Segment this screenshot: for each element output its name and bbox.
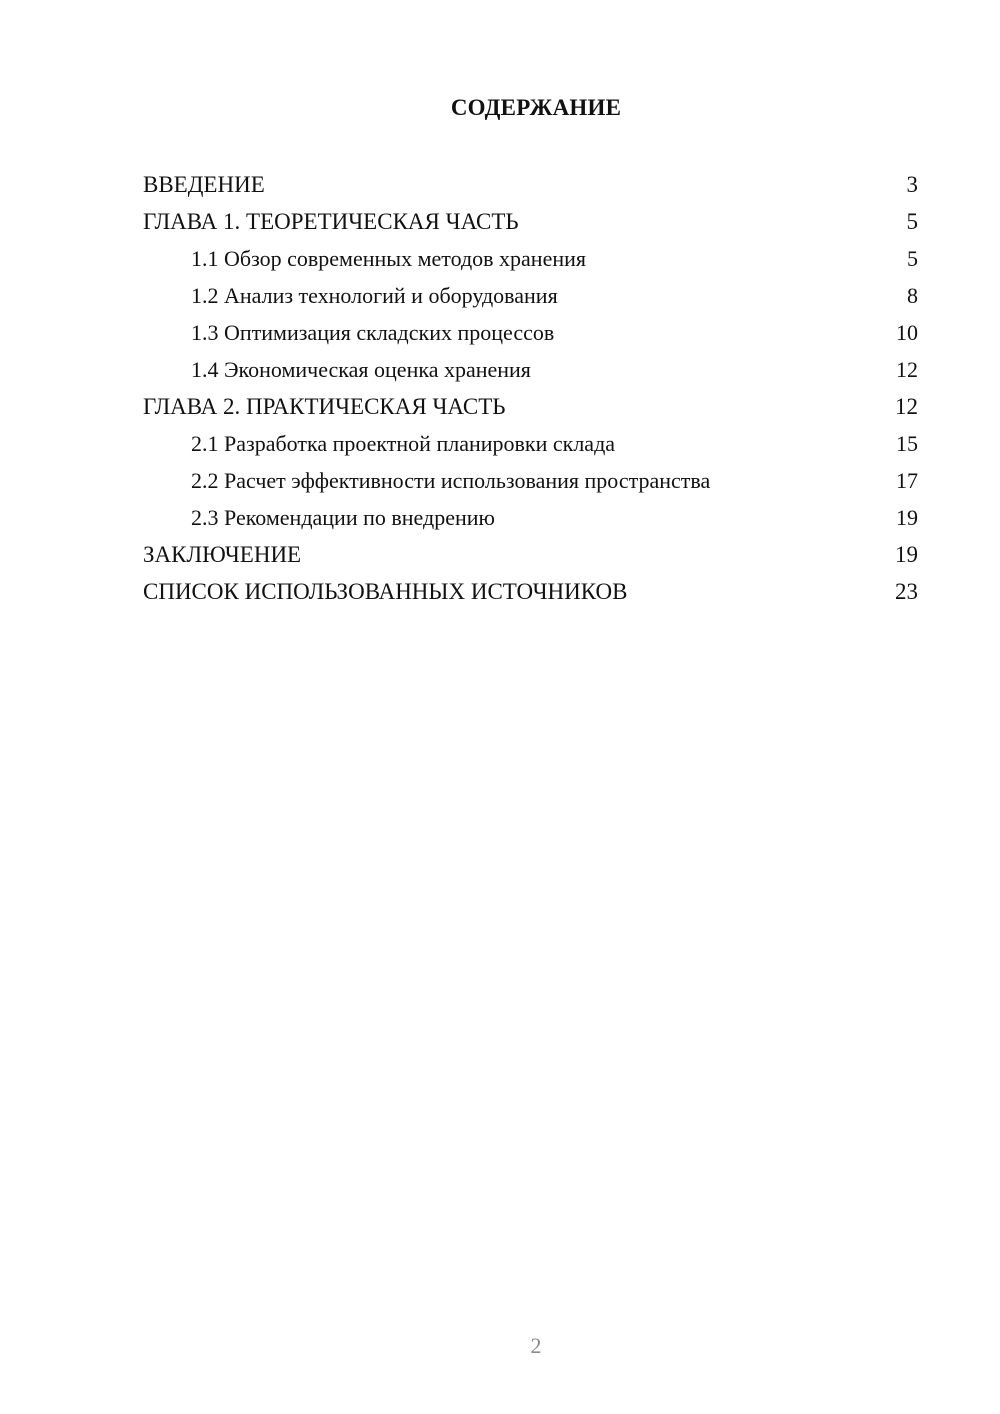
toc-entry-section-2-2[interactable] xyxy=(143,462,918,499)
toc-title: СОДЕРЖАНИЕ xyxy=(450,95,622,120)
toc-entry-conclusion[interactable] xyxy=(143,536,918,573)
toc-entry-page: 17 xyxy=(896,468,918,493)
toc-entry-label: 2.3 Рекомендации по внедрению xyxy=(191,505,495,530)
toc-entry-label: 1.4 Экономическая оценка хранения xyxy=(191,357,531,382)
toc-entry-introduction[interactable] xyxy=(143,166,918,203)
toc-entry-page: 12 xyxy=(895,394,918,419)
toc-entry-label: СПИСОК ИСПОЛЬЗОВАННЫХ ИСТОЧНИКОВ xyxy=(143,579,628,604)
toc-entry-label: ЗАКЛЮЧЕНИЕ xyxy=(143,542,302,567)
toc-entry-label: ГЛАВА 2. ПРАКТИЧЕСКАЯ ЧАСТЬ xyxy=(143,394,506,419)
toc-entry-page: 15 xyxy=(896,431,918,456)
toc-entry-references[interactable] xyxy=(143,573,918,610)
toc-entry-page: 5 xyxy=(907,246,918,271)
toc-entry-page: 19 xyxy=(896,505,918,530)
table-of-contents xyxy=(143,166,918,610)
toc-entry-page: 8 xyxy=(907,283,918,308)
toc-entry-page: 5 xyxy=(906,209,918,234)
toc-entry-page: 3 xyxy=(906,172,918,197)
toc-entry-section-2-1[interactable] xyxy=(143,425,918,462)
toc-entry-page: 19 xyxy=(895,542,918,567)
toc-entry-section-2-3[interactable] xyxy=(143,499,918,536)
toc-entry-chapter-1[interactable] xyxy=(143,203,918,240)
toc-entry-section-1-1[interactable] xyxy=(143,240,918,277)
toc-entry-section-1-3[interactable] xyxy=(143,314,918,351)
toc-entry-label: 2.2 Расчет эффективности использования пространства xyxy=(191,468,711,493)
page-number: 2 xyxy=(530,1333,542,1358)
toc-entry-chapter-2[interactable] xyxy=(143,388,918,425)
toc-entry-section-1-4[interactable] xyxy=(143,351,918,388)
toc-entry-label: ВВЕДЕНИЕ xyxy=(143,172,265,197)
toc-entry-label: 1.1 Обзор современных методов хранения xyxy=(191,246,587,271)
toc-entry-page: 23 xyxy=(895,579,918,604)
toc-entry-label: 1.2 Анализ технологий и оборудования xyxy=(191,283,558,308)
toc-entry-page: 10 xyxy=(896,320,918,345)
toc-entry-label: 2.1 Разработка проектной планировки склада xyxy=(191,431,616,456)
toc-entry-label: 1.3 Оптимизация складских процессов xyxy=(191,320,555,345)
toc-entry-page: 12 xyxy=(896,357,918,382)
toc-entry-section-1-2[interactable] xyxy=(143,277,918,314)
toc-entry-label: ГЛАВА 1. ТЕОРЕТИЧЕСКАЯ ЧАСТЬ xyxy=(143,209,519,234)
